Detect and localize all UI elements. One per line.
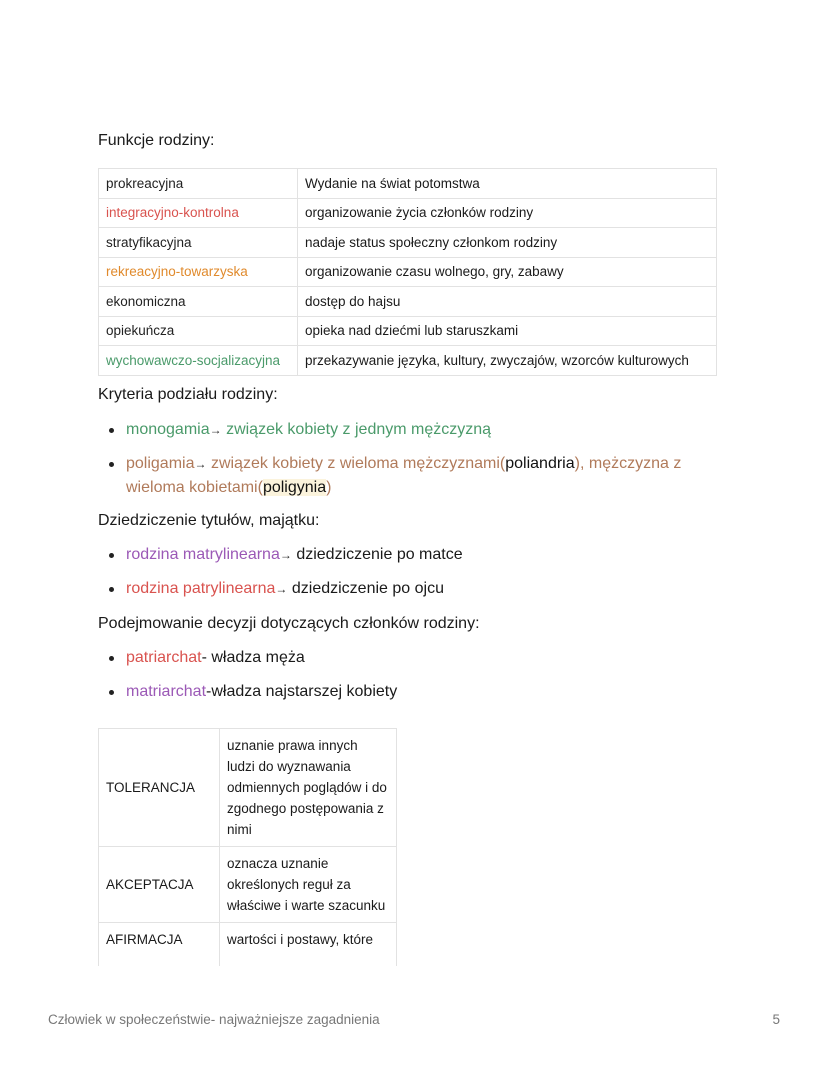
table-row	[99, 287, 717, 317]
term: patriarchat	[126, 649, 202, 666]
function-name: stratyfikacyjna	[99, 228, 298, 258]
desc: -władza najstarszej kobiety	[206, 683, 398, 700]
table-row	[99, 316, 717, 346]
table-row	[99, 346, 717, 376]
function-name: opiekuńcza	[99, 316, 298, 346]
table-row	[99, 729, 397, 847]
term-name: AKCEPTACJA	[99, 847, 220, 923]
desc: związek kobiety z jednym mężczyzną	[226, 421, 492, 438]
term-name: TOLERANCJA	[99, 729, 220, 847]
function-name: integracyjno-kontrolna	[99, 198, 298, 228]
list-item	[98, 680, 397, 704]
term: rodzina matrylinearna	[126, 546, 280, 563]
desc: - władza męża	[201, 649, 305, 666]
functions-table	[98, 168, 717, 376]
arrow-icon: →	[194, 457, 207, 471]
term: matriarchat	[126, 683, 207, 700]
heading-kryteria: Kryteria podziału rodziny:	[98, 386, 278, 403]
heading-decyzje: Podejmowanie decyzji dotyczących członków rodziny:	[98, 615, 480, 632]
term-desc: wartości i postawy, które	[220, 923, 397, 967]
heading-funkcje: Funkcje rodziny:	[98, 132, 215, 149]
term-poliandria: poliandria	[505, 455, 575, 472]
term-desc: oznacza uznanie określonych reguł za właściwe i warte szacunku	[220, 847, 397, 923]
function-desc: dostęp do hajsu	[298, 287, 717, 317]
list-item	[98, 418, 718, 442]
table-row	[99, 257, 717, 287]
arrow-icon: →	[279, 548, 292, 562]
table-row	[99, 847, 397, 923]
table-row	[99, 169, 717, 199]
heading-dziedziczenie: Dziedziczenie tytułów, majątku:	[98, 512, 320, 529]
arrow-icon: →	[209, 423, 222, 437]
desc: dziedziczenie po matce	[296, 546, 463, 563]
criteria-list	[98, 418, 718, 500]
list-item	[98, 646, 397, 670]
function-desc: Wydanie na świat potomstwa	[298, 169, 717, 199]
function-desc: opieka nad dziećmi lub staruszkami	[298, 316, 717, 346]
function-name: prokreacyjna	[99, 169, 298, 199]
term-name: AFIRMACJA	[99, 923, 220, 967]
table-row	[99, 923, 397, 967]
function-desc: przekazywanie języka, kultury, zwyczajów, wzorców kulturowych	[298, 346, 717, 376]
arrow-icon: →	[275, 582, 288, 596]
list-item	[98, 543, 463, 567]
table-row	[99, 228, 717, 258]
desc: )	[326, 479, 332, 496]
decisions-list	[98, 646, 397, 714]
term-poligynia: poligynia	[262, 479, 327, 496]
term-poligamia: poligamia	[126, 455, 195, 472]
term: rodzina patrylinearna	[126, 580, 276, 597]
function-name: wychowawczo-socjalizacyjna	[99, 346, 298, 376]
function-desc: nadaje status społeczny członkom rodziny	[298, 228, 717, 258]
desc: dziedziczenie po ojcu	[291, 580, 444, 597]
list-item	[98, 577, 463, 601]
desc: związek kobiety z wieloma mężczyznami(	[210, 455, 506, 472]
function-name: rekreacyjno-towarzyska	[99, 257, 298, 287]
function-desc: organizowanie czasu wolnego, gry, zabawy	[298, 257, 717, 287]
table-row	[99, 198, 717, 228]
desc: ), mężczyzna z wieloma kobietami(	[126, 455, 682, 496]
term-monogamia: monogamia	[126, 421, 210, 438]
function-name: ekonomiczna	[99, 287, 298, 317]
page-number: 5	[772, 1012, 780, 1027]
footer-title: Człowiek w społeczeństwie- najważniejsze zagadnienia	[48, 1012, 380, 1027]
function-desc: organizowanie życia członków rodziny	[298, 198, 717, 228]
term-desc: uznanie prawa innych ludzi do wyznawania odmiennych poglądów i do zgodnego postępowania z nimi	[220, 729, 397, 847]
list-item	[98, 452, 718, 500]
inheritance-list	[98, 543, 463, 611]
terms-table	[98, 728, 397, 966]
